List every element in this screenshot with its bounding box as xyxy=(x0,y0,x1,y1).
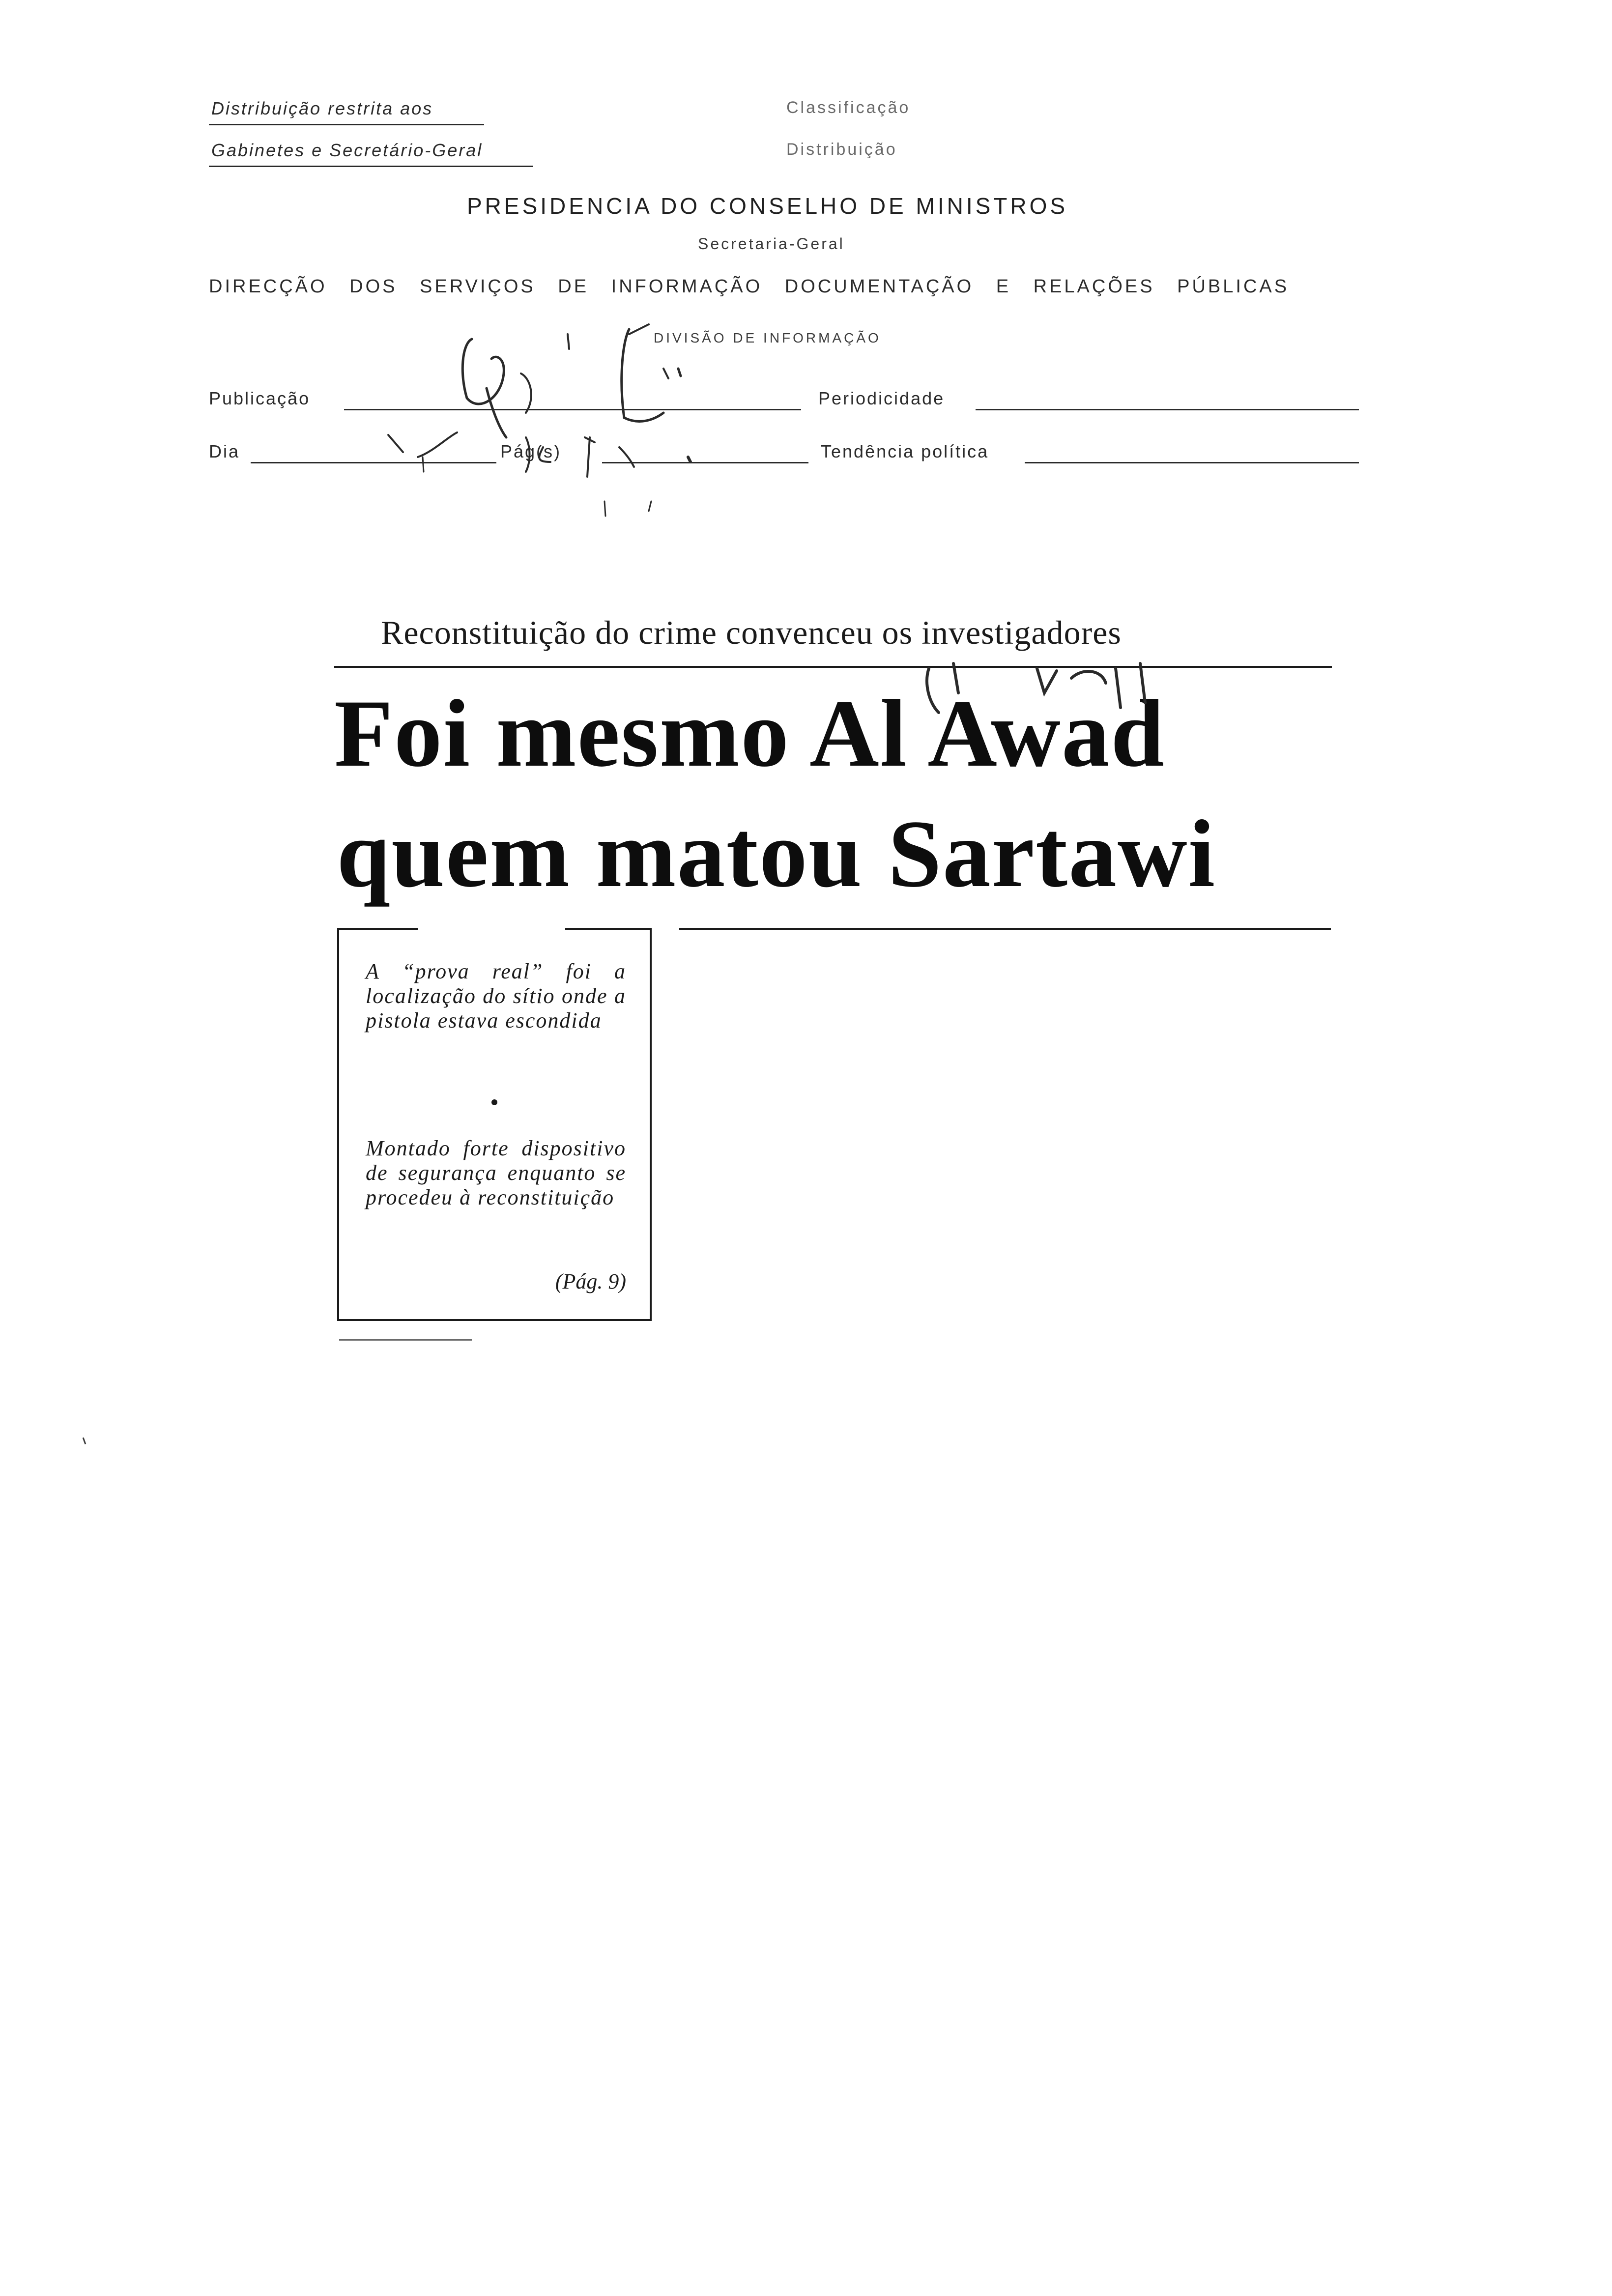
box-border-gap xyxy=(418,925,565,932)
summary-text-2: Montado forte dispositivo de segurança enquanto se procedeu à reconstituição xyxy=(366,1136,626,1209)
article-kicker: Reconstituição do crime convenceu os investigadores xyxy=(381,614,1122,651)
secretaria-geral: Secretaria-Geral xyxy=(698,235,845,253)
distribution-underline-1 xyxy=(209,124,484,125)
stray-underline-mark xyxy=(339,1339,472,1341)
summary-page-ref: (Pág. 9) xyxy=(555,1269,626,1293)
periodicidade-field-line xyxy=(976,409,1359,410)
pags-label: Pág(s) xyxy=(500,441,562,461)
ministry-title: PRESIDENCIA DO CONSELHO DE MINISTROS xyxy=(467,193,1068,219)
right-column-rule xyxy=(679,928,1331,930)
summary-text-1: A “prova real” foi a localização do sítio onde a pistola estava escondida xyxy=(366,959,626,1033)
distribuicao-label: Distribuição xyxy=(786,140,897,159)
distribution-underline-2 xyxy=(209,166,533,167)
distribution-note-line1: Distribuição restrita aos xyxy=(211,98,433,118)
stray-margin-mark xyxy=(83,1437,86,1444)
headline-line1: Foi mesmo Al Awad xyxy=(334,680,1165,787)
summary-bullet xyxy=(491,1099,497,1105)
summary-box xyxy=(337,928,652,1321)
divisao-informacao: DIVISÃO DE INFORMAÇÃO xyxy=(654,330,881,345)
distribution-note-line2: Gabinetes e Secretário-Geral xyxy=(211,140,483,160)
headline-handwritten-marks xyxy=(909,649,1253,747)
direccao-servicos: DIRECÇÃO DOS SERVIÇOS DE INFORMAÇÃO DOCUMENTAÇÃO E RELAÇÕES PÚBLICAS xyxy=(209,276,1290,297)
headline-line2: quem matou Sartawi xyxy=(337,801,1216,907)
tendencia-field-line xyxy=(1025,462,1359,463)
handwritten-annotation-scribble xyxy=(374,315,816,521)
periodicidade-label: Periodicidade xyxy=(818,388,945,408)
publicacao-label: Publicação xyxy=(209,388,311,408)
dia-label: Dia xyxy=(209,441,240,461)
classificacao-label: Classificação xyxy=(786,98,911,117)
tendencia-label: Tendência política xyxy=(821,441,989,461)
